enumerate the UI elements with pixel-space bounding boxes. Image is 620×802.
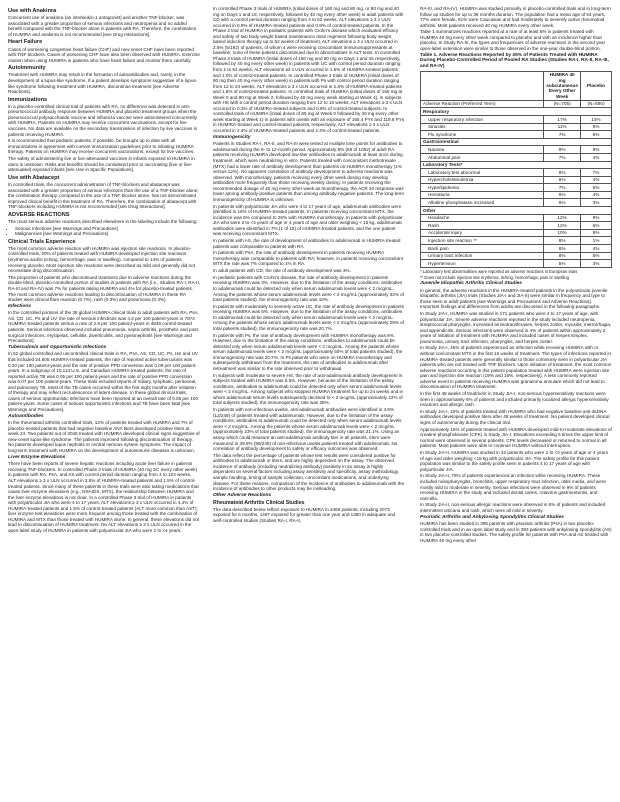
- paragraph: In patients with polyarticular JIA who were 4 to 17 years of age, adalimumab antibodies were identified in 16% of HUMIRA-treated patients. In patients receiving concomitant MTX, the incidence was 6% compared to 26% with HUMIRA monotherapy. In patients with polyarticular JIA who were 2 to <4 years of age or 4 years of age and older weighing < 15 kg, adalimumab antibodies were identified in 7% (1 of 15) of HUMIRA-treated patients, and the one patient was receiving concomitant MTX.: [213, 203, 403, 237]
- table-cell-placebo: 4%: [581, 176, 612, 184]
- table-header-placebo: Placebo: [581, 71, 612, 100]
- table-row: [421, 252, 612, 260]
- section-heading: Immunogenicity: [213, 135, 251, 141]
- table-row: [421, 169, 612, 177]
- table-cell-placebo: 6%: [581, 131, 612, 139]
- paragraph: In adult patients with CD, the rate of antibody development was 3%.: [213, 268, 351, 274]
- paragraph: In subjects with moderate to severe HS, the rate of anti-adalimumab antibody development in subjects treated with HUMIRA was 6.5%. However, because of the limitation of the assay conditions, antibodies to adalimumab could be detected only when serum adalimumab levels were < 2 mcg/mL. Among subjects who stopped HUMIRA treatment for up to 24 weeks and in whom adalimumab serum levels subsequently declined to < 2 mcg/mL (approximately 22% of total subjects studied), the immunogenicity rate was 28%.: [213, 372, 404, 406]
- table-cell-humira: 7%: [544, 153, 581, 161]
- table-cell-placebo: 4%: [581, 191, 612, 199]
- table-cell-term: Hematuria: [421, 191, 544, 199]
- paragraph: In patients with AS, the rate of development of antibodies to adalimumab in HUMIRA-treated patients was comparable to patients with RA.: [213, 238, 401, 249]
- paragraph: In Study JIA-I, 10% of patients treated with HUMIRA who had negative baseline anti-dsDNA antibodies developed positive titers after 48 weeks of treatment. No patient developed clinical signs of autoimmunity during the clinical trial.: [420, 408, 610, 425]
- paragraph: In the first 48 weeks of treatment in Study JIA-I, non-serious hypersensitivity reactions were seen in approximately 6% of patients and included primarily localized allergic hypersensitivity reactions and allergic rash.: [420, 391, 609, 408]
- paragraph: In controlled Phase 3 trials of HUMIRA (initial doses of 160 mg and 80 mg, or 80 mg and 40 mg on Days 1 and 15, respectively, followed by 40 mg every other week) in adult patients with CD with a control period duration ranging from 4 to 52 weeks, ALT elevations ≥ 3 x ULN occurred in 0.9% of HUMIRA-treated patients and 0.9% of control-treated patients. In the Phase 3 trial of HUMIRA in pediatric patients with Crohn's disease which evaluated efficacy and safety of two body weight based maintenance dose regimens following body weight based induction therapy up to 52 weeks of treatment, ALT elevations ≥ 3 x ULN occurred in 2.6% (5/192) of patients, of whom 4 were receiving concomitant immunosuppressants at baseline; none of these patients discontinued due to abnormalities in ALT tests. In controlled Phase 3 trials of HUMIRA (initial doses of 160 mg and 80 mg on Days 1 and 15 respectively, followed by 40 mg every other week) in patients with UC with control period duration ranging from 1 to 52 weeks, ALT elevations ≥3 x ULN occurred in 1.5% of HUMIRA-treated patients and 1.0% of control-treated patients. In controlled Phase 3 trials of HUMIRA (initial doses of 80 mg then 40 mg every other week) in patients with Ps with control period duration ranging from 12 to 24 weeks, ALT elevations ≥ 3 x ULN occurred in 1.8% of HUMIRA-treated patients and 1.8% of control-treated patients. In controlled trials of HUMIRA (initial doses of 160 mg at Week 0 and 80 mg at Week 2, followed by 40 mg every week starting at Week 4), in subjects with HS with a control period duration ranging from 12 to 16 weeks, ALT elevations ≥ 3 x ULN occurred in 0.3% of HUMIRA-treated subjects and 0.6% of control-treated subjects. In controlled trials of HUMIRA (initial doses of 80 mg at Week 0 followed by 40 mg every other week starting at Week 1) in patients with uveitis with an exposure of 165.4 PYs and 119.8 PYs in HUMIRA-treated and control-treated patients, respectively, ALT elevations ≥ 3 x ULN occurred in 2.4% of HUMIRA-treated patients and 2.4% of control-treated patients.: [213, 6, 405, 134]
- table-cell-humira: 5%: [544, 191, 581, 199]
- table-header-humira: HUMIRA 40 mg subcutaneous Every Other Week: [544, 71, 581, 100]
- table-cell-placebo: 13%: [581, 115, 612, 123]
- column-right: [420, 6, 612, 545]
- table-footnotes: [420, 269, 612, 280]
- table-group-label: Laboratory Tests*: [421, 161, 612, 169]
- section-heading: Clinical Trials Experience: [8, 238, 76, 245]
- section-heading: Liver Enzyme Elevations: [8, 455, 66, 461]
- table-cell-placebo: 1%: [581, 237, 612, 245]
- table-row: [421, 146, 612, 154]
- table-cell-humira: 7%: [544, 184, 581, 192]
- table-cell-term: Nausea: [421, 146, 544, 154]
- table-cell-placebo: 3%: [581, 199, 612, 207]
- paragraph: In Study JIA-I, 45% of patients experienced an infection while receiving HUMIRA with or without concomitant MTX in the first 16 weeks of treatment. The types of infections reported in HUMIRA-treated patients were generally similar to those commonly seen in polyarticular JIA patients who are not treated with TNF blockers. Upon initiation of treatment, the most common adverse reactions occurring in this patient population treated with HUMIRA were injection site pain and injection site reaction (19% and 16%, respectively). A less commonly reported adverse event in patients receiving HUMIRA was granuloma annulare which did not lead to discontinuation of HUMIRA treatment.: [420, 345, 612, 390]
- table-row: [421, 199, 612, 207]
- table-row: [421, 115, 612, 123]
- section-heading: Juvenile Idiopathic Arthritis Clinical Studies: [420, 281, 522, 287]
- table-row: [421, 131, 612, 139]
- table-cell-humira: 12%: [544, 222, 581, 230]
- table-cell-placebo: 7%: [581, 169, 612, 177]
- paragraph: The data described below reflect exposure to HUMIRA in 2468 patients, including 2073 exposed for 6 months, 1497 exposed for greater than one year and 1380 in adequate and well-controlled studies (Studies RA-I, RA-II,: [213, 506, 396, 523]
- table-cell-placebo: 4%: [581, 245, 612, 253]
- bullet-item: • Serious Infections [see Warnings and Precautions]: [15, 226, 200, 232]
- table-body: [421, 108, 612, 267]
- section-heading: Use with Abatacept: [8, 174, 60, 181]
- table-cell-humira: 6%: [544, 245, 581, 253]
- paragraph: In Study JIA-II, 78% of patients experienced an infection while receiving HUMIRA. These included nasopharyngitis, bronchitis, upper respiratory tract infection, otitis media, and were mostly mild to moderate in severity. Serious infections were observed in 9% of patients receiving HUMIRA in the study and included dental caries, rotavirus gastroenteritis, and varicella.: [420, 473, 606, 501]
- column-middle: [213, 6, 405, 525]
- table-row: [421, 229, 612, 237]
- table-row: [421, 260, 612, 268]
- section-heading: Tuberculosis and Opportunistic Infections: [8, 345, 107, 351]
- section-heading: Psoriatic Arthritis and Ankylosing Spondylitis Clinical Studies: [420, 514, 564, 520]
- table-cell-term: Accidental injury: [421, 229, 544, 237]
- table-cell-humira: 11%: [544, 123, 581, 131]
- table-cell-term: Hypercholesterolemia: [421, 176, 544, 184]
- paragraph: In 52 global controlled and uncontrolled clinical trials in RA, PsA, AS, CD, UC, Ps, HS and UV that included 24,605 HUMIRA-treated patients, the rate of reported active tuberculosis was 0.20 per 100 patient-years and the rate of positive PPD conversion was 0.09 per 100 patient-years. In a subgroup of 10,113 U.S. and Canadian HUMIRA-treated patients, the rate of reported active TB was 0.05 per 100 patient-years and the rate of positive PPD conversion was 0.07 per 100 patient-years. These trials included reports of miliary, lymphatic, peritoneal, and pulmonary TB. Most of the TB cases occurred within the first eight months after initiation of therapy and may reflect recrudescence of latent disease. In these global clinical trials, cases of serious opportunistic infections have been reported at an overall rate of 0.05 per 100 patient-years. Some cases of serious opportunistic infections and TB have been fatal [see Warnings and Precautions].: [8, 351, 198, 412]
- paragraph: The proportion of patients who discontinued treatment due to adverse reactions during the double-blind, placebo-controlled portion of studies in patients with RA (i.e., Studies RA-I, RA-II, RA-III and RA-IV) was 7% for patients taking HUMIRA and 4% for placebo-treated patients. The most common adverse reactions leading to discontinuation of HUMIRA in these RA studies were clinical flare reaction (0.7%), rash (0.3%) and pneumonia (0.3%).: [8, 274, 201, 303]
- paragraph: In the rheumatoid arthritis controlled trials, 12% of patients treated with HUMIRA and 7% of placebo-treated patients that had negative baseline ANA titers developed positive titers at week 24. Two patients out of 3046 treated with HUMIRA developed clinical signs suggestive of new-onset lupus-like syndrome. The patients improved following discontinuation of therapy. No patients developed lupus nephritis or central nervous system symptoms. The impact of long-term treatment with HUMIRA on the development of autoimmune diseases is unknown.: [8, 420, 200, 454]
- table-group-label: Gastrointestinal: [421, 138, 612, 146]
- table-group-label: Other: [421, 207, 612, 215]
- table-cell-humira: 12%: [544, 214, 581, 222]
- table-cell-term: Rash: [421, 222, 544, 230]
- table-row: [421, 176, 612, 184]
- table-row: [421, 237, 612, 245]
- paragraph: It is recommended that pediatric patients, if possible, be brought up to date with all immunizations in agreement with current immunization guidelines prior to initiating HUMIRA therapy. Patients on HUMIRA may receive concurrent vaccinations, except for live vaccines.: [8, 138, 195, 155]
- table-header-row-label: Adverse Reaction (Preferred Term): [421, 100, 544, 108]
- column-right-bottom: [420, 281, 612, 543]
- table-cell-humira: 6%: [544, 176, 581, 184]
- paragraph: HUMIRA has been studied in 395 patients with psoriatic arthritis (PsA) in two placebo-controlled trials and in an open label study and in 393 patients with ankylosing spondylitis (AS) in two placebo-controlled studies. The safety profile for patients with PsA and AS treated with HUMIRA 40 mg every other: [420, 521, 612, 543]
- section-heading: Immunizations: [8, 96, 48, 103]
- paragraph: The safety of administering live or live-attenuated vaccines in infants exposed to HUMIRA in utero is unknown. Risks and benefits should be considered prior to vaccinating (live or live-attenuated) exposed infants [see Use in Specific Populations].: [8, 156, 195, 173]
- table-cell-humira: 8%: [544, 169, 581, 177]
- table-cell-humira: 17%: [544, 115, 581, 123]
- section-heading: Other Adverse Reactions: [213, 493, 272, 499]
- paragraph: In patients with moderately to severely active UC, the rate of antibody development in patients receiving HUMIRA was 5%. However, due to the limitation of the assay conditions, antibodies to adalimumab could be detected only when serum adalimumab levels were < 2 mcg/mL. Among the patients whose serum adalimumab levels were < 2 mcg/mL (approximately 25% of total patients studied), the immunogenicity rate was 20.7%.: [213, 303, 404, 331]
- table-cell-humira: 9%: [544, 146, 581, 154]
- paragraph: Patients in Studies RA-I, RA-II, and RA-III were tested at multiple time points for antibodies to adalimumab during the 6- to 12-month period. Approximately 5% (58 of 1062) of adult RA patients receiving HUMIRA developed low-titer antibodies to adalimumab at least once during treatment, which were neutralizing in vitro. Patients treated with concomitant methotrexate (MTX) had a lower rate of antibody development than patients on HUMIRA monotherapy (1% versus 12%). No apparent correlation of antibody development to adverse reactions was observed. With monotherapy, patients receiving every other week dosing may develop antibodies more frequently than those receiving weekly dosing. In patients receiving the recommended dosage of 40 mg every other week as monotherapy, the ACR 20 response was lower among antibody-positive patients than among antibody-negative patients. The long-term immunogenicity of HUMIRA is unknown.: [213, 141, 404, 202]
- table-cell-term: Alkaline phosphatase increased: [421, 199, 544, 207]
- paragraph: In controlled trials, the concurrent administration of TNF-blockers and abatacept was associated with a greater proportion of serious infections than the use of a TNF-blocker alone; the combination therapy, compared to the use of a TNF-blocker alone, has not demonstrated improved clinical benefit in the treatment of RA. Therefore, the combination of abatacept with TNF-blockers including HUMIRA is not recommended [see Drug Interactions].: [8, 181, 199, 210]
- table-header-n-placebo: (N=690): [581, 100, 612, 108]
- paragraph: Concurrent use of anakinra (an interleukin-1 antagonist) and another TNF-blocker, was associated with a greater proportion of serious infections and neutropenia and no added benefit compared with the TNF-blocker alone in patients with RA. Therefore, the combination of HUMIRA and anakinra is not recommended [see Drug Interactions].: [8, 15, 197, 37]
- paragraph: Approximately 15% of patients treated with HUMIRA developed mild-to-moderate elevations of creatine phosphokinase (CPK) in Study JIA-I. Elevations exceeding 5 times the upper limit of normal were observed in several patients. CPK levels decreased or returned to normal in all patients. Most patients were able to continue HUMIRA without interruption.: [420, 426, 612, 449]
- table-cell-humira: 7%: [544, 131, 581, 139]
- section-heading: Infections: [8, 304, 32, 310]
- paragraph: The data reflect the percentage of patients whose test results were considered positive for antibodies to adalimumab or titers, and are highly dependent on the assay. The observed incidence of antibody (including neutralizing antibody) positivity in an assay is highly dependent on several factors including assay sensitivity and specificity, assay methodology, sample handling, timing of sample collection, concomitant medications, and underlying disease. For these reasons, comparison of the incidence of antibodies to adalimumab with the incidence of antibodies to other products may be misleading.: [213, 452, 405, 492]
- section-heading: Autoimmunity: [8, 65, 46, 72]
- table-cell-term: Hypertension: [421, 260, 544, 268]
- table-title: Table 1. Adverse Reactions Reported by ≥5% of Patients Treated with HUMIRA During Placebo-Controlled Period of Pooled RA Studies (Studies RA-I, RA-II, RA-III, and RA-IV): [420, 52, 609, 69]
- section-heading: Autoantibodies: [8, 413, 44, 419]
- paragraph: The most serious adverse reactions described elsewhere in the labeling include the following:: [8, 218, 198, 224]
- section-heading: Heart Failure: [8, 39, 43, 46]
- section-heading: Use with Anakinra: [8, 8, 57, 14]
- table-footnote: ** Does not include injection site erythema, itching, hemorrhage, pain or swelling: [420, 274, 569, 280]
- table-cell-term: Flu syndrome: [421, 131, 544, 139]
- table-cell-placebo: 5%: [581, 252, 612, 260]
- table-group-label: Respiratory: [421, 108, 612, 116]
- table-row: [421, 191, 612, 199]
- table-row: [421, 222, 612, 230]
- paragraph: In general, the adverse reactions in the HUMIRA-treated patients in the polyarticular juvenile idiopathic arthritis (JIA) trials (Studies JIA-I and JIA-II) were similar in frequency and type to those seen in adult patients [see Warnings and Precautions and Adverse Reactions]. Important findings and differences from adults are discussed in the following paragraphs.: [420, 287, 608, 310]
- table-cell-term: Urinary tract infection: [421, 252, 544, 260]
- table-group-row: [421, 207, 612, 215]
- table-row: [421, 123, 612, 131]
- paragraph: In Study JIA-I, HUMIRA was studied in 171 patients who were 4 to 17 years of age, with polyarticular JIA. Severe adverse reactions reported in the study included neutropenia, streptococcal pharyngitis, increased aminotransferases, herpes zoster, myositis, metrorrhagia, and appendicitis. Serious infections were observed in 4% of patients within approximately 2 years of initiation of treatment with HUMIRA and included cases of herpes simplex, pneumonia, urinary tract infection, pharyngitis, and herpes zoster.: [420, 310, 612, 344]
- table-cell-term: Sinusitis: [421, 123, 544, 131]
- table-cell-humira: 8%: [544, 237, 581, 245]
- table-cell-humira: 8%: [544, 252, 581, 260]
- paragraph: In pediatric patients with Crohn's disease, the rate of antibody development in patients receiving HUMIRA was 3%. However, due to the limitation of the assay conditions, antibodies to adalimumab could be detected only when serum adalimumab levels were < 2 mcg/mL. Among the patients whose serum adalimumab levels were < 2 mcg/mL (approximately 32% of total patients studied), the immunogenicity rate was 10%.: [213, 274, 404, 303]
- table-cell-placebo: 3%: [581, 260, 612, 268]
- table-cell-term: Laboratory test abnormal: [421, 169, 544, 177]
- table-cell-placebo: 8%: [581, 229, 612, 237]
- table-cell-term: Hyperlipidemia: [421, 184, 544, 192]
- table-header-blank: [421, 71, 544, 100]
- paragraph: There have been reports of severe hepatic reactions including acute liver failure in patients receiving TNF-blockers. In controlled Phase 3 trials of HUMIRA (40 mg SC every other week) in patients with RA, PsA, and AS with control period duration ranging from 4 to 104 weeks, ALT elevations ≥ 3 x ULN occurred in 3.5% of HUMIRA-treated patients and 1.5% of control-treated patients. Since many of these patients in these trials were also taking medications that cause liver enzyme elevations (e.g., NSAIDS, MTX), the relationship between HUMIRA and the liver enzyme elevations is not clear. In a controlled Phase 3 trial of HUMIRA in patients with polyarticular JIA who were 4 to 17 years, ALT elevations ≥ 3 x ULN occurred in 4.4% of HUMIRA-treated patients and 1.5% of control-treated patients (ALT more common than AST); liver enzyme test elevations were more frequent among those treated with the combination of HUMIRA and MTX than those treated with HUMIRA alone. In general, these elevations did not lead to discontinuation of HUMIRA treatment. No ALT elevations ≥ 3 x ULN occurred in the open-label study of HUMIRA in patients with polyarticular JIA who were 2 to <4 years.: [8, 461, 199, 533]
- table-cell-humira: 5%: [544, 260, 581, 268]
- table-cell-placebo: 9%: [581, 123, 612, 131]
- table-cell-term: Injection site reaction **: [421, 237, 544, 245]
- paragraph: RA-III, and RA-IV). HUMIRA was studied primarily in placebo-controlled trials and in long-term follow up studies for up to 36 months duration. The population had a mean age of 54 years, 77% were female, 91% were Caucasian and had moderately to severely active rheumatoid arthritis. Most patients received 40 mg HUMIRA every other week.: [420, 6, 611, 28]
- adverse-reactions-table: [420, 71, 612, 268]
- table-row: [421, 214, 612, 222]
- paragraph: In patients with non-infectious uveitis, anti-adalimumab antibodies were identified in 4.8% (12/249) of patients treated with adalimumab. However, due to the limitation of the assay conditions, antibodies to adalimumab could be detected only when serum adalimumab levels were < 2 mcg/mL. Among the patients whose serum adalimumab levels were < 2 mcg/mL (approximately 23% of total patients studied), the immunogenicity rate was 21.1%. Using an assay which could measure an anti-adalimumab antibody titer in all patients, titers were measured in 39.8% (99/249) of non-infectious uveitis patients treated with adalimumab. No correlation of antibody development to safety or efficacy outcomes was observed.: [213, 407, 402, 452]
- paragraph: Treatment with HUMIRA may result in the formation of autoantibodies and, rarely, in the development of a lupus-like syndrome. If a patient develops symptoms suggestive of a lupus-like syndrome following treatment with HUMIRA, discontinue treatment [see Adverse Reactions].: [8, 72, 198, 95]
- paragraph: The most common adverse reaction with HUMIRA was injection site reactions. In placebo-controlled trials, 20% of patients treated with HUMIRA developed injection site reactions (erythema and/or itching, hemorrhage, pain or swelling), compared to 14% of patients receiving placebo. Most injection site reactions were described as mild and generally did not necessitate drug discontinuation.: [8, 245, 195, 274]
- table-row: [421, 184, 612, 192]
- table-group-row: [421, 161, 612, 169]
- table-cell-term: Abdominal pain: [421, 153, 544, 161]
- table-cell-term: Back pain: [421, 245, 544, 253]
- bullet-item: • Malignancies [see Warnings and Precautions]: [15, 231, 200, 237]
- table-cell-placebo: 8%: [581, 214, 612, 222]
- paragraph: Table 1 summarizes reactions reported at a rate of at least 5% in patients treated with HUMIRA 40 mg every other week compared to placebo and with an incidence higher than placebo. In Study RA-III, the types and frequencies of adverse reactions in the second year open-label extension were similar to those observed in the one-year double-blind portion.: [420, 29, 606, 52]
- paragraph: In the controlled portions of the 39 global HUMIRA clinical trials in adult patients with RA, PsA, AS, CD, UC, Ps and UV, the rate of serious infections was 4.3 per 100 patient-years in 7973 HUMIRA-treated patients versus a rate of 2.9 per 100 patient-years in 4848 control-treated patients. Serious infections observed included pneumonia, septic arthritis, prosthetic and post-surgical infections, erysipelas, cellulitis, diverticulitis, and pyelonephritis [see Warnings and Precautions].: [8, 310, 200, 344]
- table-group-row: [421, 108, 612, 116]
- table-cell-humira: 10%: [544, 229, 581, 237]
- table-header-n-humira: (N=705): [544, 100, 581, 108]
- table-row: [421, 245, 612, 253]
- paragraph: In patients with PsA, the rate of antibody development in patients receiving HUMIRA monotherapy was comparable to patients with RA; however, in patients receiving concomitant MTX the rate was 7% compared to 1% in RA.: [213, 250, 403, 267]
- paragraph: Cases of worsening congestive heart failure (CHF) and new onset CHF have been reported with TNF blockers. Cases of worsening CHF have also been observed with HUMIRA. Exercise caution when using HUMIRA in patients who have heart failure and monitor them carefully.: [8, 46, 200, 63]
- table-cell-term: Headache: [421, 214, 544, 222]
- table-cell-placebo: 4%: [581, 153, 612, 161]
- paragraph: In Study JIA-II, non-serious allergic reactions were observed in 6% of patients and included intermittent urticaria and rash, which were all mild in severity.: [420, 502, 606, 513]
- table-footnote: * Laboratory test abnormalities were reported as adverse reactions in European trials: [420, 268, 578, 274]
- table-cell-placebo: 5%: [581, 184, 612, 192]
- bullet-list: [8, 226, 200, 237]
- section-heading: ADVERSE REACTIONS: [8, 211, 70, 218]
- table-cell-placebo: 6%: [581, 222, 612, 230]
- table-cell-term: Upper respiratory infection: [421, 115, 544, 123]
- table-cell-placebo: 8%: [581, 146, 612, 154]
- adverse-reactions-table-block: [420, 53, 612, 280]
- table-cell-humira: 5%: [544, 199, 581, 207]
- paragraph: In patients with Ps, the rate of antibody development with HUMIRA monotherapy was 8%. However, due to the limitation of the assay conditions, antibodies to adalimumab could be detected only when serum adalimumab levels were < 2 mcg/mL. Among the patients whose serum adalimumab levels were < 2 mcg/mL (approximately 40% of total patients studied), the immunogenicity rate was 20.7%. In Ps patients who were on HUMIRA monotherapy and subsequently withdrawn from the treatment, the rate of antibodies to adalimumab after retreatment was similar to the rate observed prior to withdrawal.: [213, 332, 403, 372]
- paragraph: In Study JIA-II, HUMIRA was studied in 32 patients who were 2 to <4 years of age or 4 years of age and older weighing <15 kg with polyarticular JIA. The safety profile for this patient population was similar to the safety profile seen in patients 4 to 17 years of age with polyarticular JIA.: [420, 450, 609, 472]
- table-row: [421, 153, 612, 161]
- column-right-top: [420, 6, 612, 52]
- section-heading: Rheumatoid Arthritis Clinical Studies: [213, 500, 305, 507]
- column-left: [8, 6, 200, 535]
- table-group-row: [421, 138, 612, 146]
- paragraph: In a placebo-controlled clinical trial of patients with RA, no difference was detected in anti-pneumococcal antibody response between HUMIRA and placebo treatment groups when the pneumococcal polysaccharide vaccine and influenza vaccine were administered concurrently with HUMIRA. Patients on HUMIRA may receive concurrent vaccinations, except for live vaccines. No data are available on the secondary transmission of infection by live vaccines in patients receiving HUMIRA.: [8, 103, 198, 137]
